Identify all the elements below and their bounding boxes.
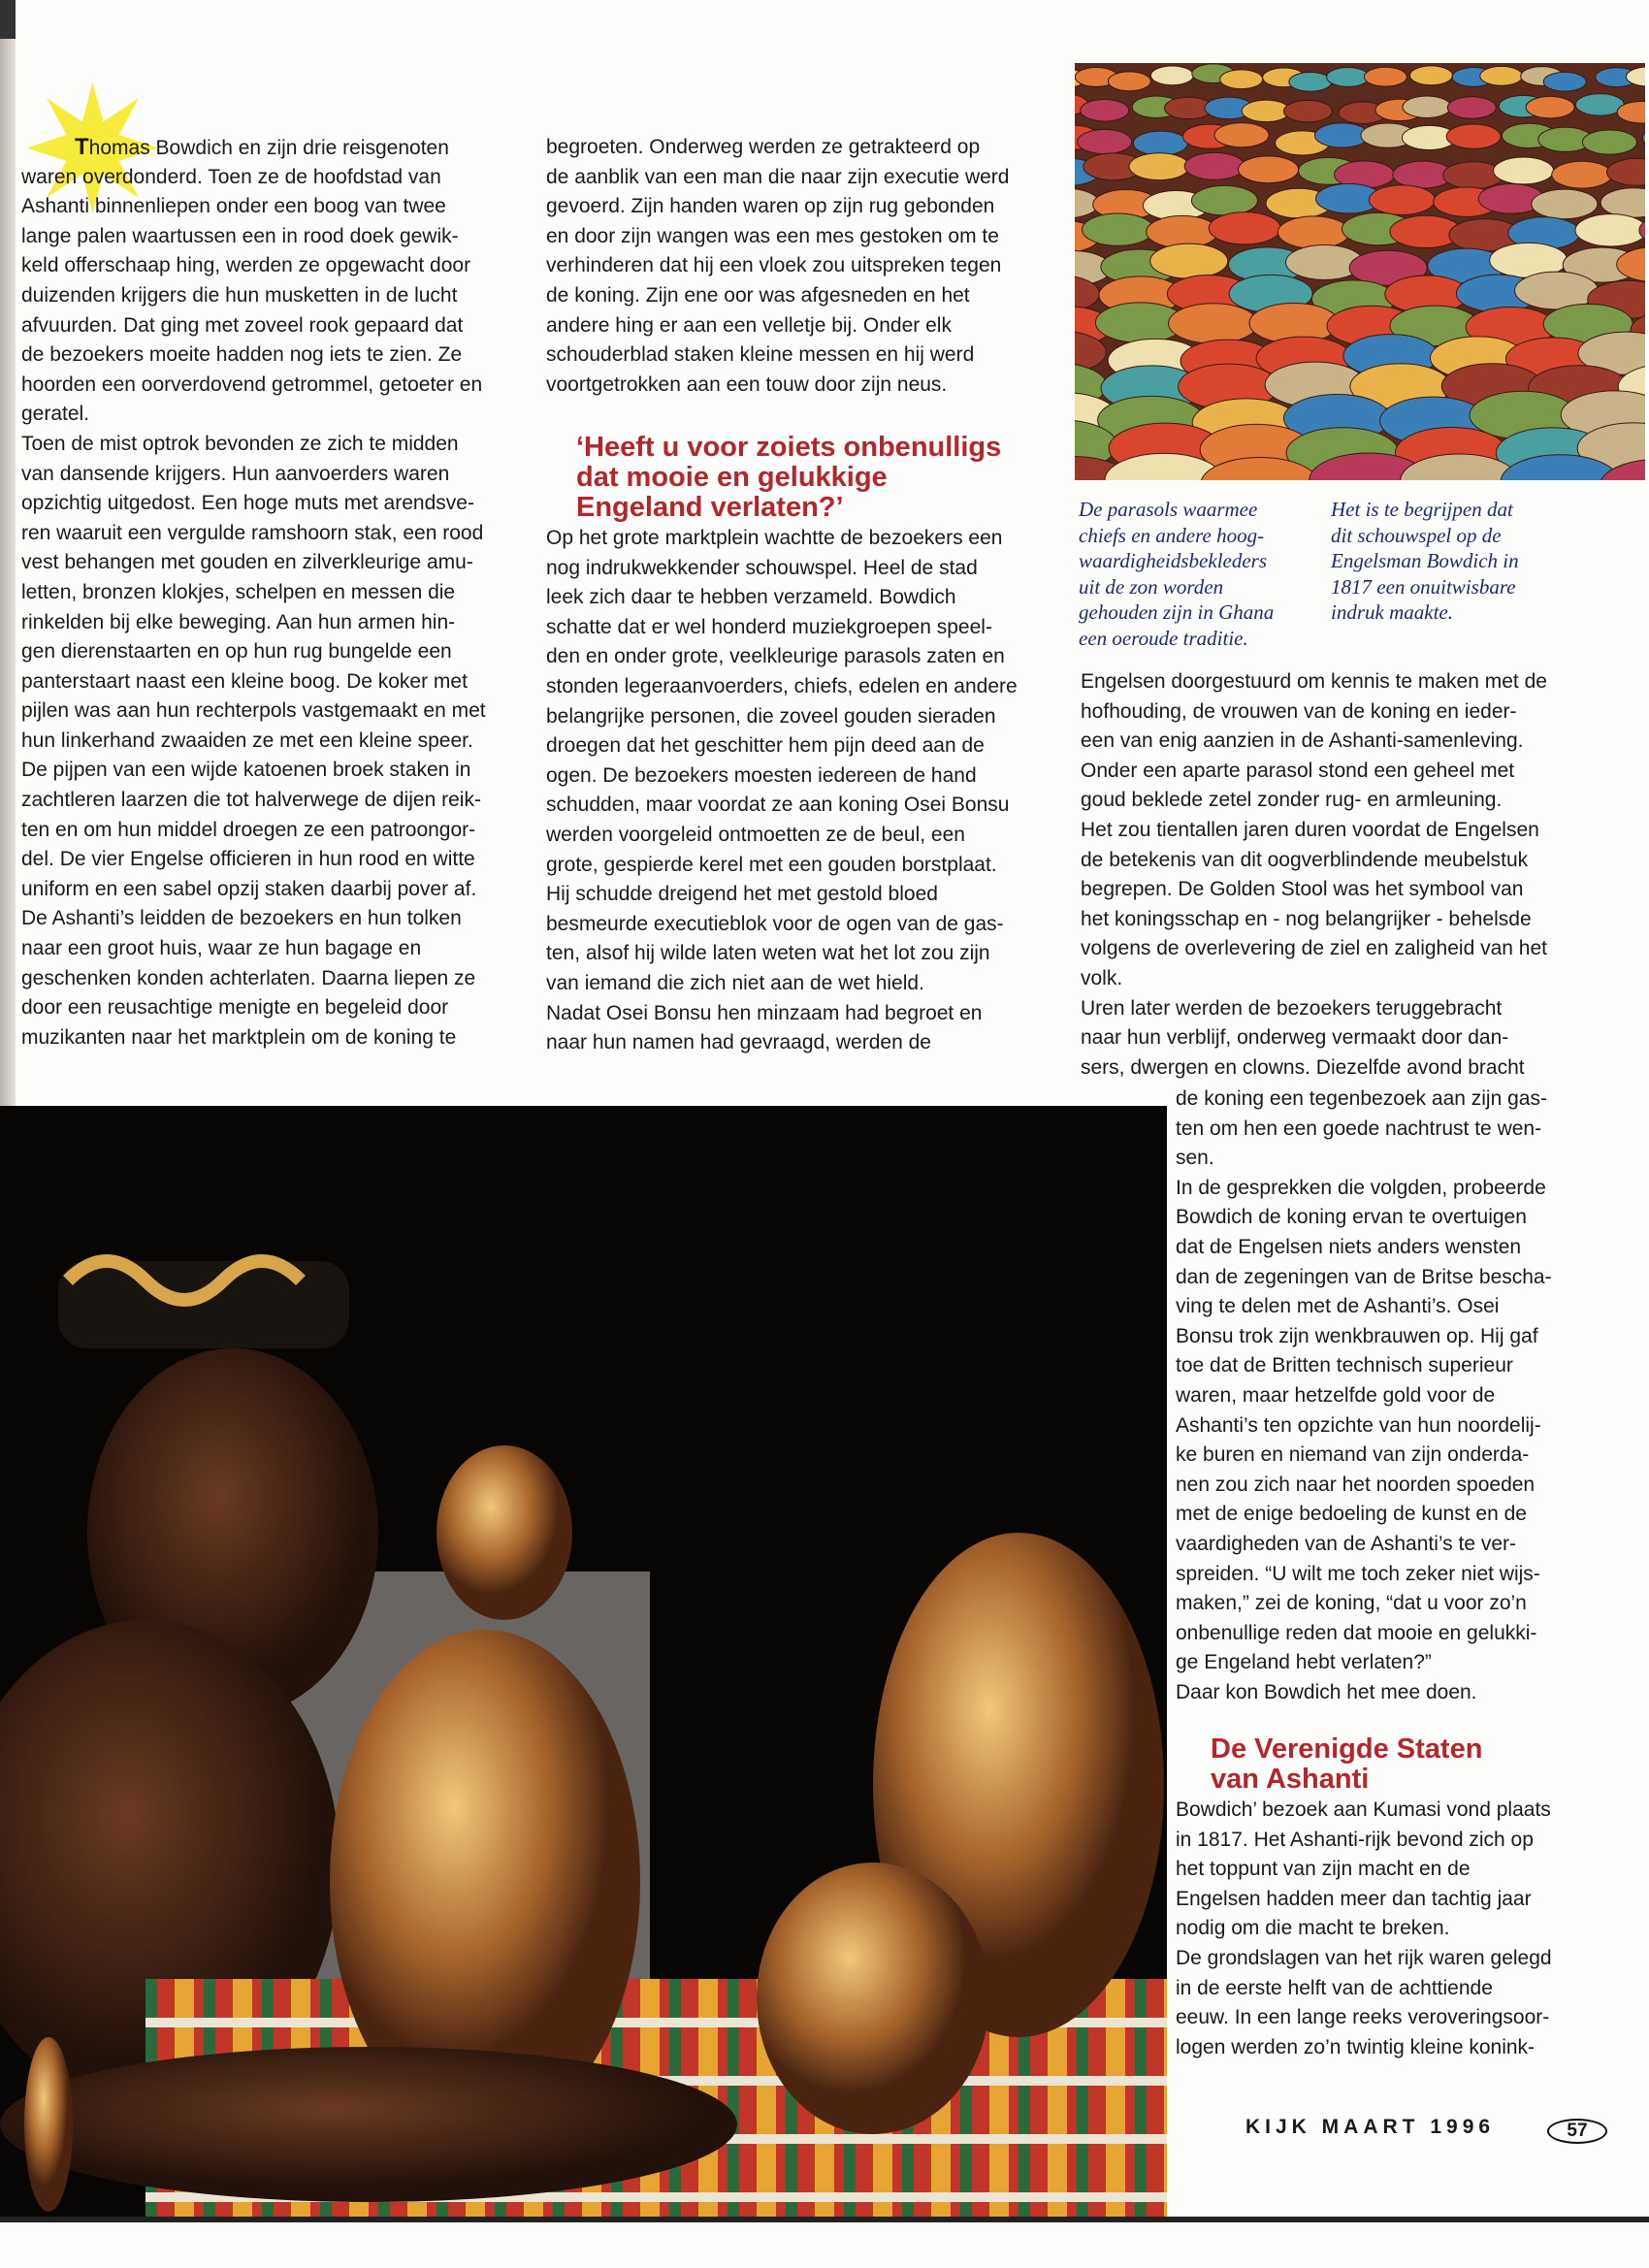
parasol-shape <box>1209 212 1280 244</box>
text-line: ge Engeland hebt verlaten?” <box>1176 1651 1432 1674</box>
text-line: een van enig aanzien in de Ashanti-samenleving. <box>1081 729 1524 753</box>
text-line: pijlen was aan hun rechterpols vastgemaakt en met <box>21 699 486 723</box>
text-line: de koning. Zijn ene oor was afgesneden en het <box>546 283 970 307</box>
text-line: Engelsen doorgestuurd om kennis te maken met de <box>1081 670 1547 693</box>
text-line: in 1817. Het Ashanti-rijk bevond zich op <box>1176 1828 1534 1851</box>
text-line: afvuurden. Dat ging met zoveel rook gepaard dat <box>21 313 464 337</box>
text-line: de bezoekers moeite hadden nog iets te zien. Ze <box>21 343 463 367</box>
text-line: dan de zegeningen van de Britse bescha- <box>1176 1265 1552 1288</box>
text-line: ogen. De bezoekers moesten iedereen de hand <box>546 763 977 787</box>
text-line: nodig om die macht te breken. <box>1176 1917 1450 1940</box>
text-line: del. De vier Engelse officieren in hun rood en witte <box>21 848 475 871</box>
article-column-3-lower <box>1176 1796 1552 2062</box>
text-line: naar hun namen had gevraagd, werden de <box>546 1031 931 1054</box>
parasol-shape <box>1447 97 1496 119</box>
text-line: de betekenis van dit oogverblindende meubelstuk <box>1081 848 1529 871</box>
text-line: schouderblad staken kleine messen en hij werd <box>546 343 975 367</box>
text-line: gen dierenstaarten en op hun rug bungelde een <box>21 640 452 664</box>
parasol-shape <box>1409 66 1452 85</box>
parasol-shape <box>1083 213 1154 245</box>
text-line: den en onder grote, veelkleurige parasols zaten en <box>546 645 1005 668</box>
parasol-shape <box>1108 72 1150 91</box>
article-column-2-top <box>546 133 1009 400</box>
text-line: het toppunt van zijn macht en de <box>1176 1858 1471 1881</box>
text-line: verhinderen dat hij een vloek zou uitspreken tegen <box>546 254 1002 277</box>
heading-line: Engeland verlaten?’ <box>576 492 844 523</box>
text-line: besmeurde executieblok voor de ogen van de gas- <box>546 912 1004 935</box>
text-line: in de eerste helft van de achttiende <box>1176 1976 1493 1999</box>
parasol-shape <box>1639 214 1645 246</box>
text-line: ren waaruit een vergulde ramshoorn stak, een rood <box>21 521 484 544</box>
caption-parasols <box>1079 497 1274 651</box>
text-line: ten, alsof hij wilde laten weten wat het lot zou zijn <box>546 942 990 965</box>
text-line: en door zijn wangen was een mes gestoken om te <box>546 224 999 247</box>
scan-edge <box>0 0 16 39</box>
text-line: goud beklede zetel zonder rug- en armleuning. <box>1081 789 1503 812</box>
text-line: duizenden krijgers die hun musketten in de lucht <box>21 283 458 307</box>
text-line: Ashanti binnenliepen onder een boog van twee <box>21 195 446 218</box>
text-line: volk. <box>1081 966 1123 989</box>
heading-line: De Verenigde Staten <box>1211 1733 1483 1765</box>
text-line: naar een groot huis, waar ze hun bagage en <box>21 937 422 960</box>
article-column-3-upper <box>1081 667 1547 1083</box>
text-line: Het zou tientallen jaren duren voordat de Engelsen <box>1081 818 1539 841</box>
parasol-shape <box>1494 157 1554 184</box>
parasol-shape <box>1582 130 1636 154</box>
article-column-3-middle <box>1176 1085 1552 1707</box>
text-line: andere hing er aan een velletje bij. Onder elk <box>546 313 952 337</box>
text-line: waren overdonderd. Toen ze de hoofdstad van <box>21 165 441 188</box>
parasol-shape <box>1403 96 1451 118</box>
text-line: Ashanti’s ten opzichte van hun noordelij- <box>1176 1413 1541 1437</box>
parasol-shape <box>1129 153 1189 180</box>
caption-line: uit de zon worden <box>1079 574 1224 599</box>
caption-line: chiefs en andere hoog- <box>1079 523 1265 547</box>
text-line: met de enige bedoeling de kunst en de <box>1176 1503 1527 1526</box>
parasol-shape <box>1214 123 1269 147</box>
parasol-shape <box>1443 162 1504 189</box>
text-line: ten en om hun middel droegen ze een patroongor- <box>21 818 476 841</box>
caption-line: waardigheidsbekleders <box>1079 549 1268 572</box>
parasol-shape <box>1543 72 1586 91</box>
text-line: eeuw. In een lange reeks veroveringsoor- <box>1176 2006 1550 2029</box>
parasol-shape <box>1277 216 1349 248</box>
text-line: schatte dat er wel honderd muziekgroepen speel- <box>546 615 992 638</box>
text-line: Op het grote marktplein wachtte de bezoekers een <box>546 527 1003 549</box>
text-line: logen werden zo’n twintig kleine konink- <box>1176 2035 1536 2058</box>
parasol-shape <box>1446 124 1501 148</box>
parasol-shape <box>1600 188 1645 218</box>
text-line: sers, dwergen en clowns. Diezelfde avond bracht <box>1081 1055 1525 1079</box>
text-line: belangrijke personen, die zoveel gouden sieraden <box>546 704 996 728</box>
parasol-shape <box>1289 72 1332 91</box>
text-line: Uren later werden de bezoekers teruggebracht <box>1081 996 1503 1020</box>
text-line: opzichtig uitgedost. Een hoge muts met arendsve- <box>21 492 474 515</box>
parasol-shape <box>1283 100 1332 122</box>
text-line-content: homas Bowdich en zijn drie reisgenoten <box>88 137 449 159</box>
text-line: vest behangen met gouden en zilverkleurige amu- <box>21 551 473 574</box>
parasol-shape <box>1081 100 1129 122</box>
text-line <box>21 133 486 163</box>
caption-line: Het is te begrijpen dat <box>1331 498 1513 521</box>
section-heading-ashanti <box>1211 1734 1482 1795</box>
text-line: begrepen. De Golden Stool was het symbool van <box>1081 878 1524 901</box>
ashanti-king-photo <box>0 1106 1167 2217</box>
text-line: ten om hen een goede nachtrust te wen- <box>1176 1117 1542 1140</box>
text-line: hofhouding, de vrouwen van de koning en ieder- <box>1081 699 1517 723</box>
parasol-shape <box>1220 70 1263 89</box>
text-line: droegen dat het geschitter hem pijn deed aan de <box>546 734 985 758</box>
parasol-shape <box>1552 161 1612 188</box>
text-line: Daar kon Bowdich het mee doen. <box>1176 1680 1477 1703</box>
text-line: Bowdich’ bezoek aan Kumasi vond plaats <box>1176 1798 1551 1821</box>
parasol-shape <box>1532 189 1598 219</box>
parasol-shape <box>1150 66 1193 85</box>
text-line: zachtleren laarzen die tot halverwege de dijen reik- <box>21 789 481 812</box>
text-line: van dansende krijgers. Hun aanvoerders waren <box>21 462 450 485</box>
parasol-shape <box>1191 185 1257 215</box>
text-line: De pijpen van een wijde katoenen broek staken in <box>21 759 471 782</box>
parasols-photo <box>1075 63 1645 480</box>
text-line: Engelsen hadden meer dan tachtig jaar <box>1176 1887 1532 1910</box>
text-line: leek zich daar te hebben verzameld. Bowdich <box>546 586 956 609</box>
caption-line: De parasols waarmee <box>1079 498 1258 521</box>
text-line: sen. <box>1176 1147 1214 1170</box>
text-line: ving te delen met de Ashanti’s. Osei <box>1176 1295 1500 1318</box>
text-line: stonden legeraanvoerders, chiefs, edelen en andere <box>546 674 1018 697</box>
caption-line: een oeroude traditie. <box>1079 626 1248 650</box>
text-line: Nadat Osei Bonsu hen minzaam had begroet en <box>546 1001 983 1024</box>
heading-line: van Ashanti <box>1211 1764 1370 1795</box>
text-line: werden voorgeleid ontmoetten ze de beul, een <box>546 823 965 846</box>
text-line: het koningsschap en - nog belangrijker - behelsde <box>1081 907 1532 930</box>
parasol-shape <box>1480 66 1523 85</box>
text-line: door een reusachtige menigte en begeleid door <box>21 996 449 1020</box>
parasol-shape <box>1526 96 1574 118</box>
text-line: nen zou zich naar het noorden spoeden <box>1176 1473 1536 1496</box>
text-line: de aanblik van een man die naar zijn executie werd <box>546 165 1010 188</box>
parasol-shape <box>1239 156 1299 183</box>
parasol-shape <box>1169 304 1258 343</box>
text-line: ke buren en niemand van zijn onderda- <box>1176 1443 1530 1467</box>
parasol-shape <box>1643 126 1645 150</box>
parasol-shape <box>1369 185 1435 215</box>
caption-line: Engelsman Bowdich in <box>1331 549 1519 572</box>
parasol-shape <box>1133 131 1187 155</box>
text-line: De grondslagen van het rijk waren gelegd <box>1176 1946 1552 1969</box>
text-line: Toen de mist optrok bevonden ze zich te midden <box>21 432 459 455</box>
article-column-2 <box>546 524 1018 1058</box>
scan-bottom-edge <box>0 2217 1649 2222</box>
text-line: schudden, maar voordat ze aan koning Osei Bonsu <box>546 794 1010 817</box>
parasol-shape <box>1364 67 1406 86</box>
caption-line: dit schouwspel op de <box>1331 523 1502 547</box>
text-line: geratel. <box>21 403 90 426</box>
text-line: de koning een tegenbezoek aan zijn gas- <box>1176 1087 1547 1110</box>
text-line: muzikanten naar het marktplein om de koning te <box>21 1025 457 1049</box>
text-line: rinkelden bij elke beweging. Aan hun armen hin- <box>21 610 456 633</box>
text-line: vaardigheden van de Ashanti’s te ver- <box>1176 1532 1517 1555</box>
text-line: van iemand die zich niet aan de wet hield. <box>546 971 924 994</box>
text-line: Bonsu trok zijn wenkbrauwen op. Hij gaf <box>1176 1324 1538 1347</box>
text-line: gevoerd. Zijn handen waren op zijn rug gebonden <box>546 195 995 218</box>
text-line: toe dat de Britten technisch superieur <box>1176 1354 1513 1377</box>
parasol-shape <box>1575 214 1645 246</box>
text-line: naar hun verblijf, onderweg vermaakt door dan- <box>1081 1026 1509 1050</box>
text-line: uniform en een sabel opzij staken daarbij pover af. <box>21 877 477 900</box>
parasol-shape <box>1184 152 1245 179</box>
text-line: Hij schudde dreigend het met gestold bloed <box>546 883 938 906</box>
text-line: panterstaart naast een kleine boog. De koker met <box>21 669 468 693</box>
text-line: begroeten. Onderweg werden ze getrakteerd op <box>546 136 981 158</box>
caption-line: 1817 een onuitwisbare <box>1331 574 1516 599</box>
text-line: hoorden een oorverdovend getrommel, getoeter en <box>21 373 483 396</box>
parasol-shape <box>1147 215 1218 247</box>
text-line: waren, maar hetzelfde gold voor de <box>1176 1383 1496 1407</box>
text-line: onbenullige reden dat mooie en gelukki- <box>1176 1621 1537 1644</box>
text-line: maken,” zei de koning, “dat u voor zo’n <box>1176 1592 1527 1615</box>
drop-cap: T <box>75 134 89 160</box>
text-line: letten, bronzen klokjes, schelpen en messen die <box>21 580 456 603</box>
caption-line: gehouden zijn in Ghana <box>1079 600 1275 624</box>
text-line: keld offerschaap hing, werden ze opgewacht door <box>21 254 471 277</box>
article-column-1 <box>21 133 486 1053</box>
magazine-issue-footer: KIJK MAART 1996 <box>1245 2116 1496 2138</box>
text-line: voortgetrokken aan een touw door zijn neus. <box>546 373 948 396</box>
text-line: lange palen waartussen een in rood doek gewik- <box>21 224 459 247</box>
parasol-shape <box>1078 129 1132 153</box>
heading-line: dat mooie en gelukkige <box>576 462 888 493</box>
text-line: Bowdich de koning ervan te overtuigen <box>1176 1206 1527 1229</box>
parasol-shape <box>1242 100 1290 122</box>
caption-spectacle <box>1331 497 1519 626</box>
text-line: geschenken konden achterlaten. Daarna liepen ze <box>21 966 476 989</box>
text-line: nog indrukwekkender schouwspel. Heel de stad <box>546 556 978 579</box>
section-heading-quote <box>576 433 1001 523</box>
parasol-shape <box>1606 158 1645 185</box>
page-number: 57 <box>1547 2119 1607 2144</box>
caption-line: indruk maakte. <box>1331 600 1453 624</box>
text-line: hun linkerhand zwaaiden ze met een kleine speer. <box>21 729 473 752</box>
text-line: Onder een aparte parasol stond een geheel met <box>1081 759 1515 782</box>
text-line: De Ashanti’s leidden de bezoekers en hun tolken <box>21 907 462 930</box>
parasol-shape <box>1327 68 1370 87</box>
text-line: dat de Engelsen niets anders wensten <box>1176 1235 1522 1258</box>
text-line: spreiden. “U wilt me toch zeker niet wijs- <box>1176 1562 1540 1585</box>
text-line: volgens de overlevering de ziel en zaligheid van het <box>1081 937 1547 960</box>
heading-line: ‘Heeft u voor zoiets onbenulligs <box>576 432 1002 463</box>
text-line: In de gesprekken die volgden, probeerde <box>1176 1176 1546 1199</box>
parasol-shape <box>1150 243 1228 278</box>
text-line: grote, gespierde kerel met een gouden borstplaat. <box>546 853 997 876</box>
page-binding-shadow <box>0 39 16 1125</box>
